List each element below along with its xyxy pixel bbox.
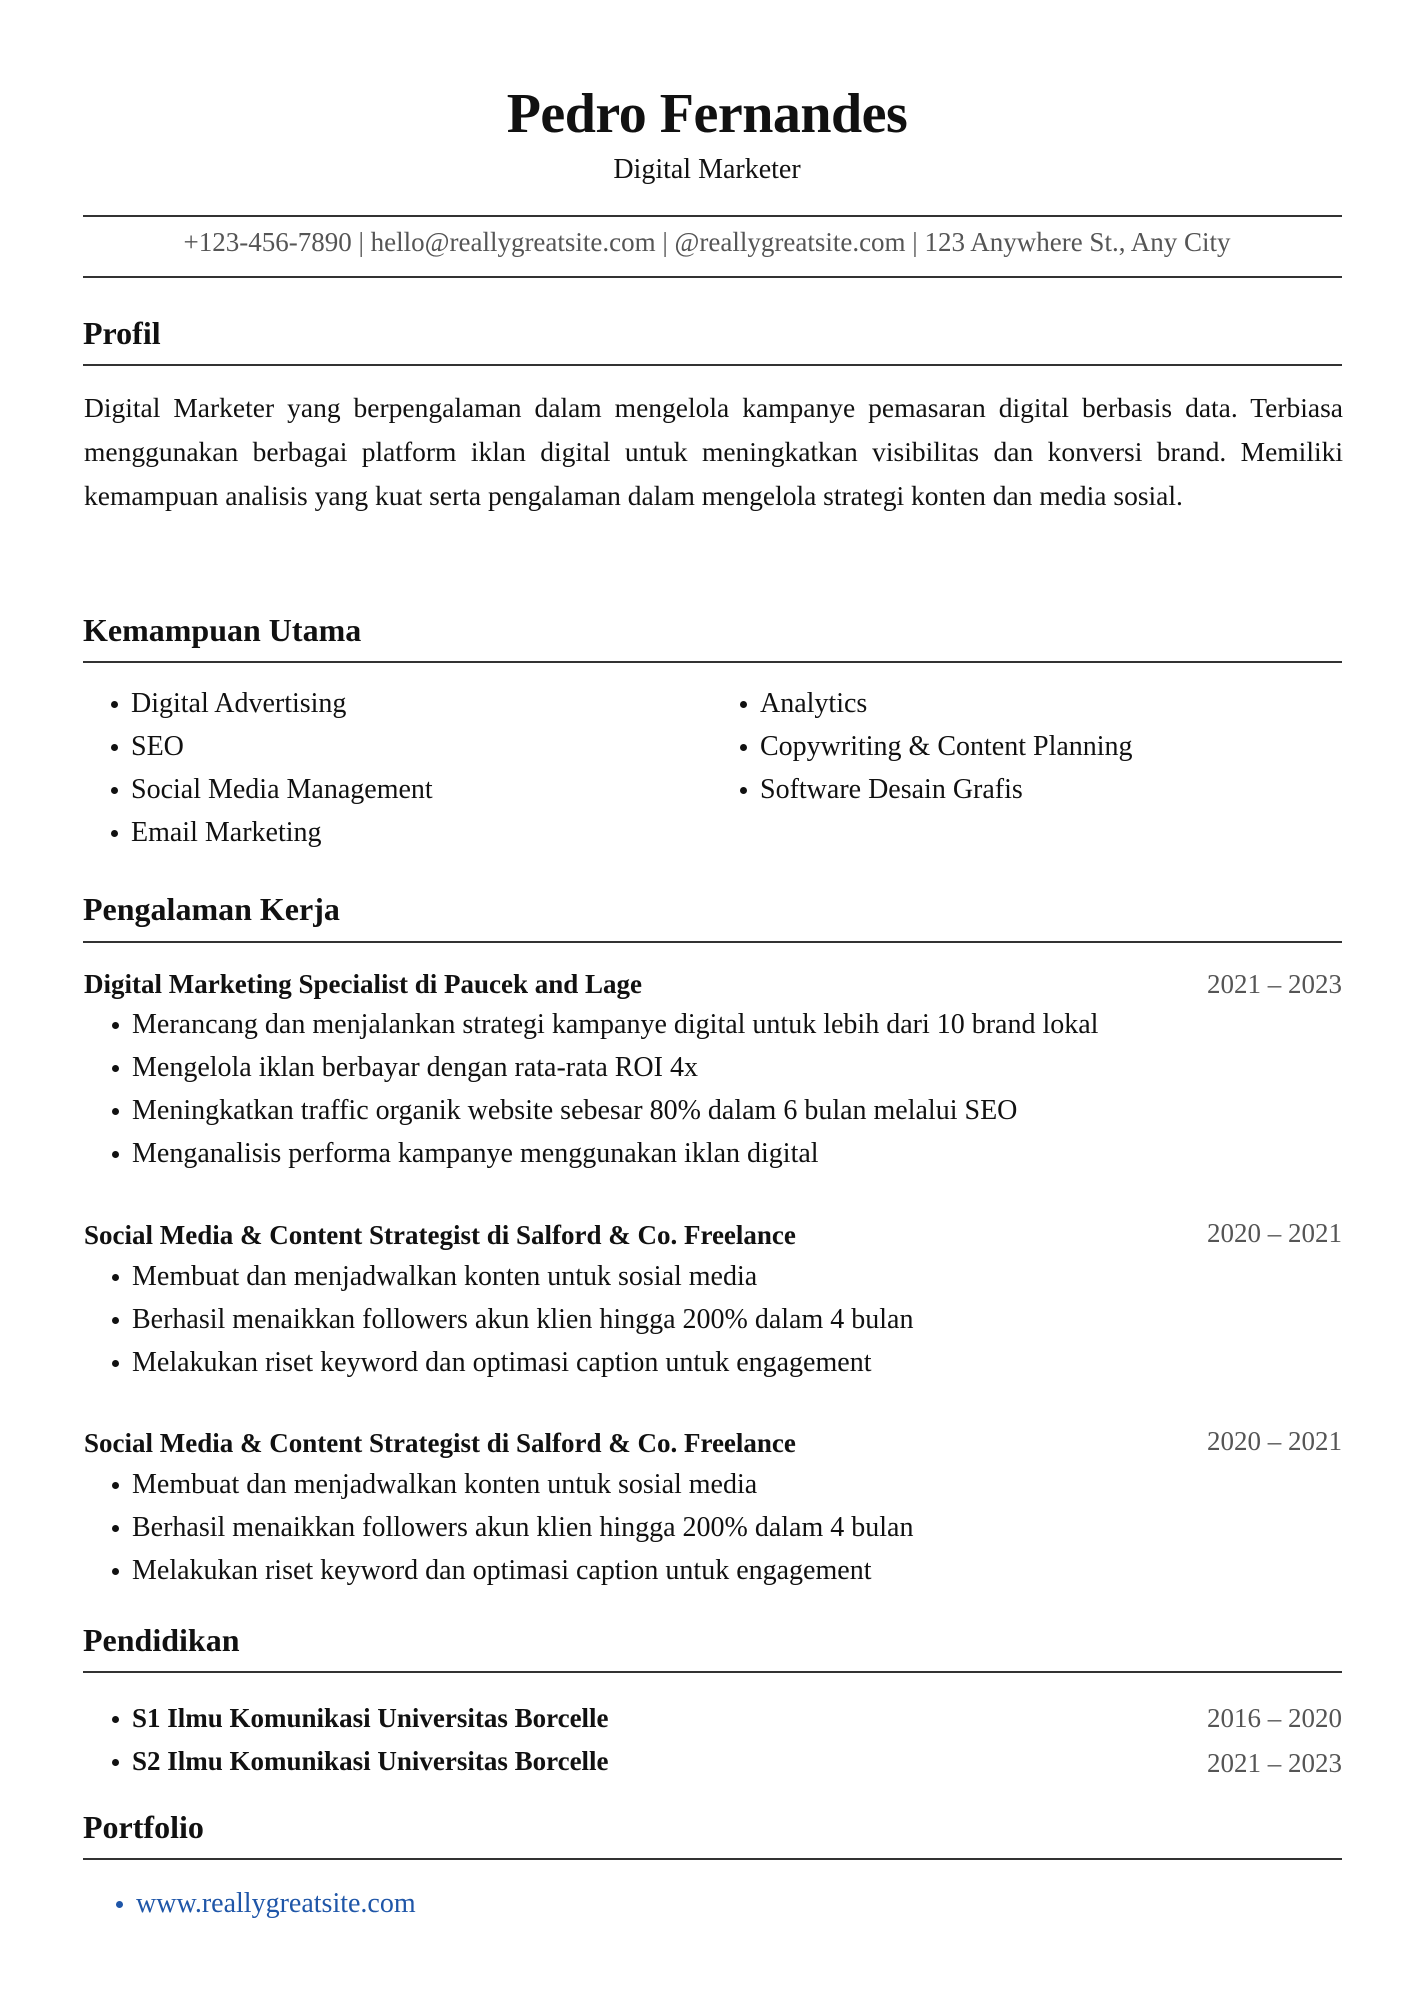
skill-item: SEO [83,725,433,768]
job-title: Social Media & Content Strategist di Salford & Co. Freelance [84,1220,796,1250]
job-date: 2020 – 2021 [1207,1218,1342,1248]
job-point: Membuat dan menjadwalkan konten untuk sosial media [84,1255,913,1298]
job-date: 2021 – 2023 [1207,969,1342,999]
section-title-portfolio: Portfolio [83,1809,204,1845]
portfolio-list [88,1882,416,1925]
header-bottom-rule [83,276,1342,278]
section-title-experience: Pengalaman Kerja [83,891,340,927]
skill-item: Analytics [712,682,1133,725]
skills-list-right [712,682,1133,811]
education-item: S2 Ilmu Komunikasi Universitas Borcelle [84,1740,609,1783]
job-point: Merancang dan menjalankan strategi kampanye digital untuk lebih dari 10 brand lokal [84,1003,1098,1046]
job-point: Berhasil menaikkan followers akun klien hingga 200% dalam 4 bulan [84,1298,913,1341]
skill-item: Digital Advertising [83,682,433,725]
job-date: 2020 – 2021 [1207,1426,1342,1456]
portfolio-link[interactable]: www.reallygreatsite.com [88,1882,416,1925]
section-rule-portfolio [83,1858,1342,1860]
contact-line: +123-456-7890 | hello@reallygreatsite.com | @reallygreatsite.com | 123 Anywhere St., Any City [183,227,1231,257]
header-top-rule [83,215,1342,217]
job-points [84,1003,1098,1175]
job-title: Digital Marketing Specialist di Paucek and Lage [84,969,643,999]
job-point: Menganalisis performa kampanye menggunakan iklan digital [84,1132,1098,1175]
section-rule-education [83,1671,1342,1673]
job-points [84,1463,913,1592]
skill-item: Copywriting & Content Planning [712,725,1133,768]
section-title-skills: Kemampuan Utama [83,612,362,648]
job-point: Melakukan riset keyword dan optimasi caption untuk engagement [84,1341,913,1384]
education-date: 2021 – 2023 [1207,1748,1342,1778]
job-point: Melakukan riset keyword dan optimasi caption untuk engagement [84,1549,913,1592]
candidate-name: Pedro Fernandes [506,83,908,145]
job-point: Mengelola iklan berbayar dengan rata-rata ROI 4x [84,1046,1098,1089]
section-rule-experience [83,941,1342,943]
skills-list-left [83,682,433,854]
education-date: 2016 – 2020 [1207,1703,1342,1733]
skill-item: Social Media Management [83,768,433,811]
skill-item: Email Marketing [83,811,433,854]
job-points [84,1255,913,1384]
section-rule-profile [83,364,1342,366]
job-point: Membuat dan menjadwalkan konten untuk sosial media [84,1463,913,1506]
section-rule-skills [83,661,1342,663]
job-point: Meningkatkan traffic organik website sebesar 80% dalam 6 bulan melalui SEO [84,1089,1098,1132]
job-title: Social Media & Content Strategist di Salford & Co. Freelance [84,1428,796,1458]
profile-text: Digital Marketer yang berpengalaman dalam mengelola kampanye pemasaran digital berbasis data. Terbiasa menggunakan berbagai platform iklan digital untuk meningkatkan visibilitas dan konversi brand. Memiliki kemampuan analisis yang kuat serta pengalaman dalam mengelola strategi konten dan media sosial. [84,392,1343,511]
section-title-profile: Profil [83,315,161,351]
education-list [84,1697,609,1783]
skill-item: Software Desain Grafis [712,768,1133,811]
section-title-education: Pendidikan [83,1622,240,1658]
job-point: Berhasil menaikkan followers akun klien hingga 200% dalam 4 bulan [84,1506,913,1549]
candidate-role: Digital Marketer [613,154,801,185]
education-item: S1 Ilmu Komunikasi Universitas Borcelle [84,1697,609,1740]
